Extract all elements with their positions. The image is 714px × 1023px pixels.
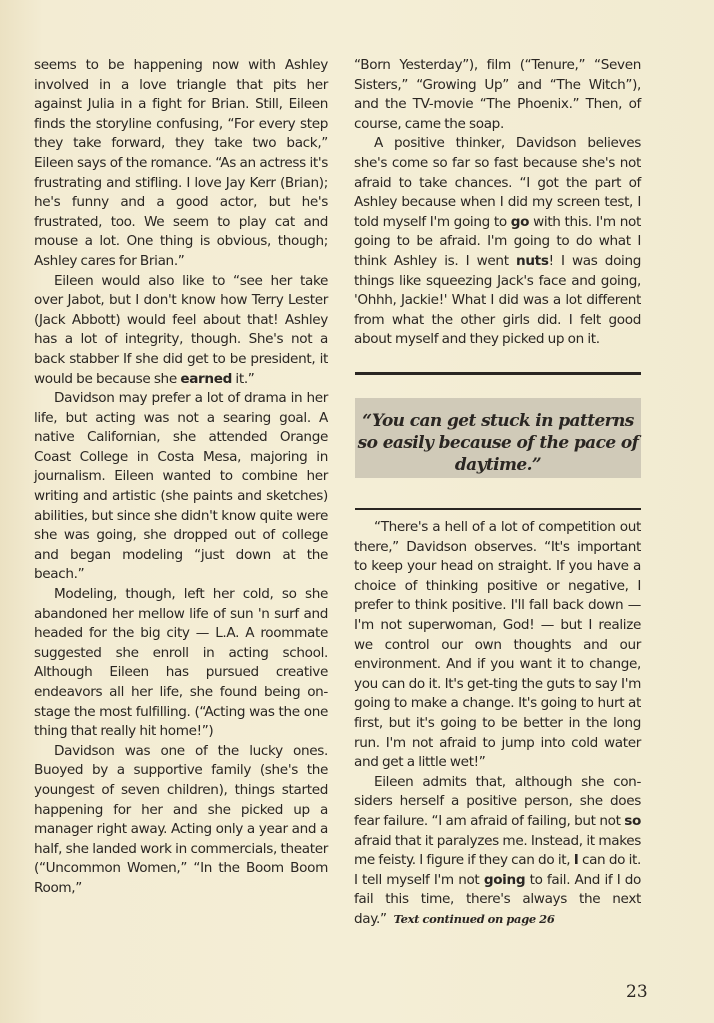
right-text-column-bottom bbox=[354, 518, 641, 929]
emphasis-text: going bbox=[483, 871, 526, 888]
paragraph: Davidson was one of the lucky ones. Buoyed by a supportive family (she's the youngest of seven children), things started happening for her and she picked up a manager right away. Acting only a year and a half, she landed work in commercials, theater (“Uncommon Women,” “In the Boom Boom Room,” bbox=[34, 742, 328, 896]
paragraph bbox=[354, 134, 641, 350]
text-run: afraid that it paralyzes me. Instead, it makes me feisty. I figure if they can do it, bbox=[354, 832, 641, 869]
text-run: it.” bbox=[231, 370, 255, 387]
paragraph: “There's a hell of a lot of competition out there,” Davidson observes. “It's important to keep your head on straight. If you have a choice of thinking positive or negative, I prefer to think positive. I'll fall back down — I'm not superwoman, God! — but I realize we control our own thoughts and our environment. And if you want it to change, you can do it. It's get-ting the guts to say I'm going to make a change. It's going to hurt at first, but it's going to be better in the long run. I'm not afraid to jump into cold water and get a little wet!” bbox=[354, 519, 641, 771]
emphasis-text: earned bbox=[180, 370, 232, 387]
paragraph: “Born Yesterday”), film (“Tenure,” “Seven Sisters,” “Growing Up” and “The Witch”), and the TV-movie “The Phoenix.” Then, of course, came the soap. bbox=[354, 57, 641, 132]
emphasis-text: I bbox=[573, 852, 579, 869]
paragraph bbox=[34, 272, 328, 390]
pull-quote-top-rule bbox=[355, 372, 641, 375]
text-run: Eileen would also like to “see her take over Jabot, but I don't know how Terry Lester (Jack Abbott) would feel about that! Ashley has a lot of integrity, though. She's not a back stabber If she did get to be president, it would be because she bbox=[34, 272, 328, 387]
text-run: with this. I'm not going to be afraid. I'm going to do what I think Ashley is. I went bbox=[354, 213, 641, 269]
paragraph: Modeling, though, left her cold, so she abandoned her mellow life of sun 'n surf and headed for the big city — L.A. A roommate suggested she enroll in acting school. Although Eileen has pursued creative endeavors all her life, she found being on-stage the most fulfilling. (“Acting was the one thing that really hit home!”) bbox=[34, 586, 328, 740]
page-number: 23 bbox=[626, 982, 648, 1002]
emphasis-text: so bbox=[624, 812, 641, 829]
text-run: Eileen admits that, although she con-siders herself a positive person, she does fear failure. “I am afraid of failing, but not bbox=[354, 773, 641, 829]
text-run: to fail. And if I do fail this time, there's always the next day.” bbox=[354, 871, 641, 927]
text-run: ! I was doing things like squeezing Jack's face and going, 'Ohhh, Jackie!' What I did was a lot different from what the other girls did. I felt good about myself and they picked up on it. bbox=[354, 252, 642, 348]
pull-quote bbox=[355, 372, 641, 512]
paragraph: Davidson may prefer a lot of drama in her life, but acting was not a searing goal. A native Californian, she attended Orange Coast College in Costa Mesa, majoring in journalism. Eileen wanted to combine her writing and artistic (she paints and sketches) abilities, but since she didn't know quite were she was going, she dropped out of college and began modeling “just down at the beach.” bbox=[34, 390, 328, 583]
pull-quote-bottom-rule bbox=[355, 508, 641, 510]
paragraph: seems to be happening now with Ashley involved in a love triangle that pits her against Julia in a fight for Brian. Still, Eileen finds the storyline confusing, “For every step they take forward, they take two back,” Eileen says of the romance. “As an actress it's frustrating and stifling. I love Jay Kerr (Brian); he's funny and a good actor, but he's frustrated, too. We seem to play cat and mouse a lot. One thing is obvious, though; Ashley cares for Brian.” bbox=[34, 57, 328, 269]
right-text-column-top bbox=[354, 56, 641, 350]
pull-quote-text: “You can get stuck in patterns so easily because of the pace of daytime.” bbox=[357, 411, 639, 475]
left-text-column bbox=[34, 56, 328, 899]
pull-quote-box bbox=[355, 398, 641, 478]
emphasis-text: nuts bbox=[516, 252, 549, 269]
emphasis-text: go bbox=[510, 213, 530, 230]
continued-note: Text continued on page 26 bbox=[393, 911, 555, 926]
text-run: A positive thinker, Davidson believes she's come so far so fast because she's not afraid to take chances. “I got the part of Ashley because when I did my screen test, I told myself I'm going to bbox=[354, 135, 641, 230]
paragraph bbox=[354, 773, 641, 930]
text-run: can do it. I tell myself I'm not bbox=[354, 852, 641, 888]
